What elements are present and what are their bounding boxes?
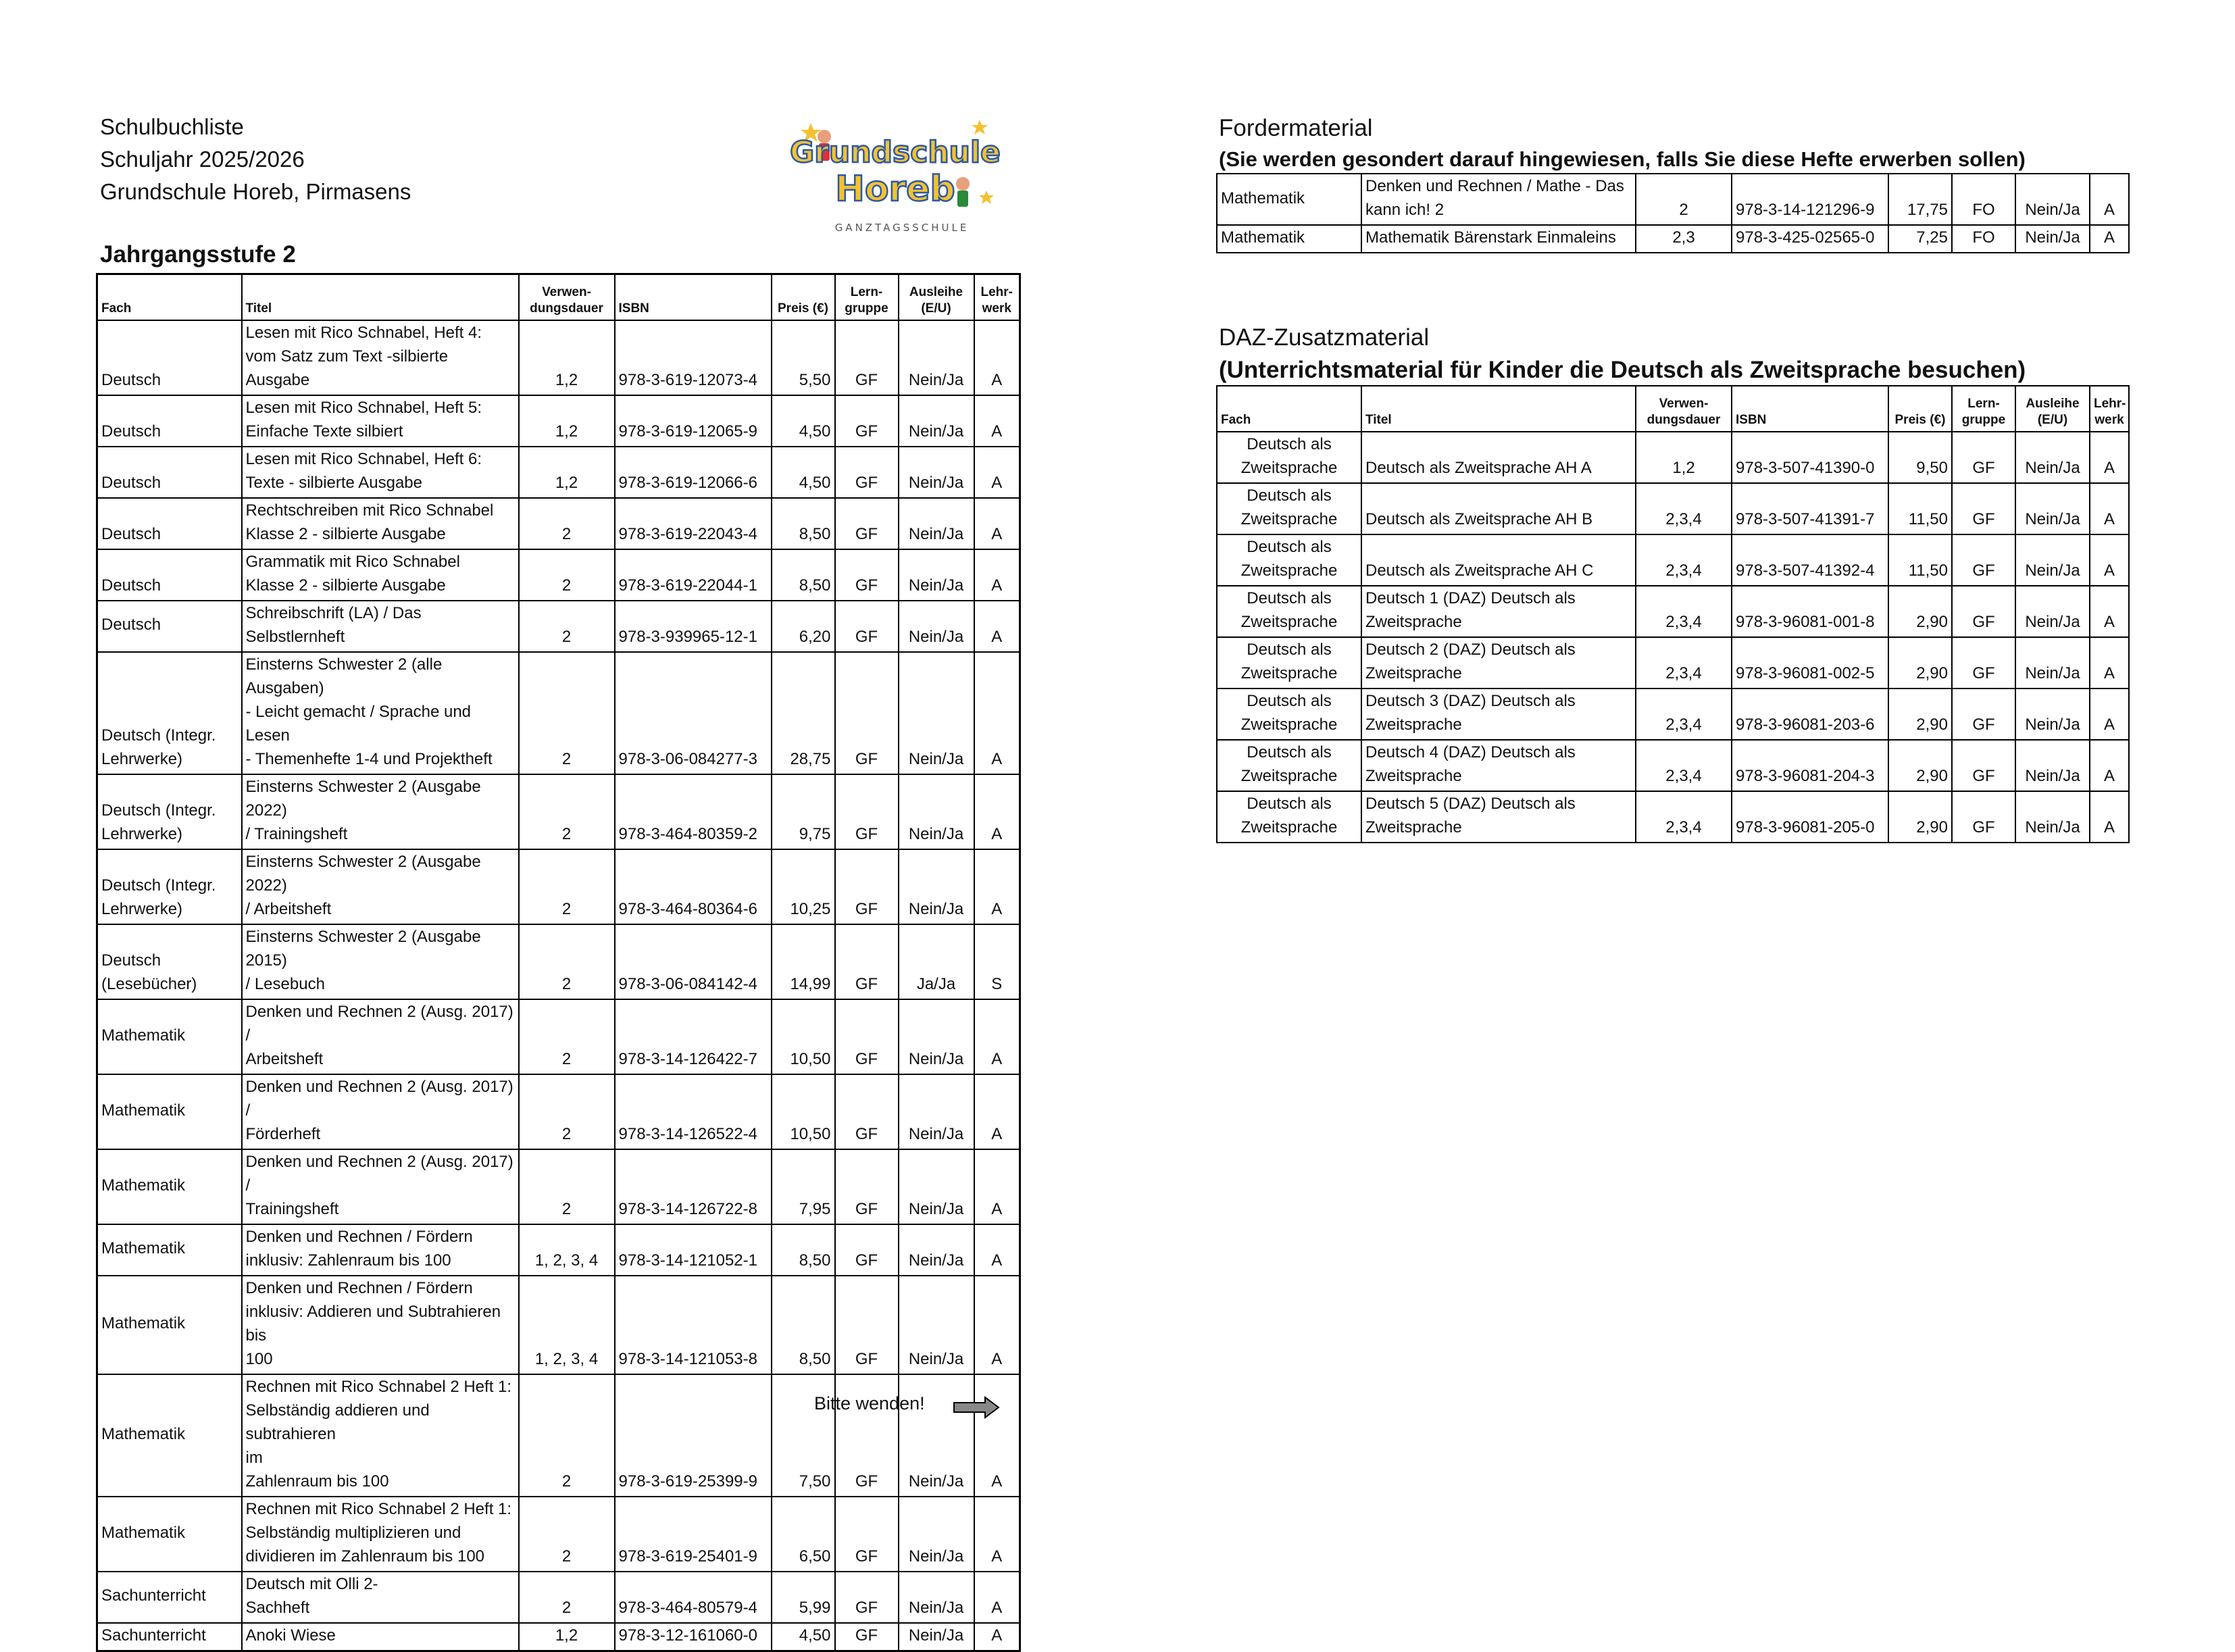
isbn-cell: 978-3-96081-001-8 — [1732, 586, 1888, 637]
group-cell: GF — [835, 999, 899, 1074]
duration-cell: 2,3,4 — [1636, 740, 1732, 791]
group-cell: GF — [835, 498, 899, 549]
work-cell: A — [974, 1074, 1020, 1149]
title-cell: Grammatik mit Rico Schnabel Klasse 2 - silbierte Ausgabe — [242, 549, 519, 601]
loan-cell: Nein/Ja — [2015, 637, 2090, 689]
loan-cell: Nein/Ja — [2015, 174, 2090, 225]
title-cell: Lesen mit Rico Schnabel, Heft 6: Texte - silbierte Ausgabe — [242, 447, 519, 498]
column-header: Lern- gruppe — [1952, 386, 2015, 432]
group-cell: GF — [1952, 534, 2015, 586]
document-header — [100, 111, 411, 208]
group-cell: GF — [1952, 483, 2015, 534]
table-row — [97, 999, 1020, 1074]
work-cell: A — [974, 1276, 1020, 1374]
title-cell: Deutsch als Zweitsprache AH C — [1361, 534, 1636, 586]
fach-cell: Deutsch als Zweitsprache — [1217, 483, 1361, 534]
fach-cell: Deutsch — [97, 498, 242, 549]
work-cell: A — [974, 498, 1020, 549]
loan-cell: Nein/Ja — [899, 1623, 974, 1651]
loan-cell: Nein/Ja — [2015, 586, 2090, 637]
group-cell: FO — [1952, 225, 2015, 253]
isbn-cell: 978-3-507-41390-0 — [1732, 432, 1888, 483]
table-row — [1217, 791, 2129, 843]
title-cell: Einsterns Schwester 2 (Ausgabe 2022) / Trainingsheft — [242, 774, 519, 849]
duration-cell: 1,2 — [1636, 432, 1732, 483]
isbn-cell: 978-3-14-121053-8 — [615, 1276, 772, 1374]
work-cell: A — [974, 1623, 1020, 1651]
turn-page-note: Bitte wenden! — [814, 1393, 925, 1413]
fach-cell: Deutsch als Zweitsprache — [1217, 689, 1361, 740]
group-cell: GF — [1952, 586, 2015, 637]
table-row — [97, 1572, 1020, 1623]
title-cell: Deutsch als Zweitsprache AH B — [1361, 483, 1636, 534]
grade-title: Jahrgangsstufe 2 — [100, 241, 296, 268]
loan-cell: Nein/Ja — [2015, 740, 2090, 791]
table-row — [97, 447, 1020, 498]
duration-cell: 2,3,4 — [1636, 791, 1732, 843]
duration-cell: 2 — [519, 774, 615, 849]
loan-cell: Nein/Ja — [2015, 483, 2090, 534]
isbn-cell: 978-3-14-121052-1 — [615, 1224, 772, 1276]
work-cell: A — [974, 1224, 1020, 1276]
arrow-right-icon — [953, 1396, 1000, 1419]
column-header: Lern- gruppe — [835, 274, 899, 320]
table-header-row — [1217, 386, 2129, 432]
work-cell: A — [2090, 174, 2129, 225]
column-header: Fach — [97, 274, 242, 320]
loan-cell: Nein/Ja — [899, 601, 974, 652]
title-cell: Lesen mit Rico Schnabel, Heft 4: vom Satz zum Text -silbierte Ausgabe — [242, 320, 519, 395]
daz-subtitle: (Unterrichtsmaterial für Kinder die Deutsch als Zweitsprache besuchen) — [1219, 357, 2026, 383]
fach-cell: Deutsch — [97, 549, 242, 601]
fach-cell: Deutsch — [97, 320, 242, 395]
loan-cell: Nein/Ja — [2015, 225, 2090, 253]
fach-cell: Deutsch (Integr. Lehrwerke) — [97, 849, 242, 924]
loan-cell: Nein/Ja — [2015, 432, 2090, 483]
title-cell: Denken und Rechnen 2 (Ausg. 2017) / Arbeitsheft — [242, 999, 519, 1074]
duration-cell: 2 — [519, 1497, 615, 1572]
group-cell: GF — [835, 774, 899, 849]
isbn-cell: 978-3-12-161060-0 — [615, 1623, 772, 1651]
price-cell: 5,99 — [772, 1572, 835, 1623]
table-row — [1217, 174, 2129, 225]
group-cell: GF — [835, 924, 899, 999]
fach-cell: Deutsch — [97, 601, 242, 652]
duration-cell: 2 — [519, 549, 615, 601]
fach-cell: Mathematik — [97, 1074, 242, 1149]
loan-cell: Nein/Ja — [2015, 534, 2090, 586]
duration-cell: 2 — [519, 652, 615, 774]
loan-cell: Nein/Ja — [2015, 689, 2090, 740]
price-cell: 17,75 — [1888, 174, 1952, 225]
price-cell: 7,50 — [772, 1374, 835, 1497]
group-cell: GF — [835, 1572, 899, 1623]
isbn-cell: 978-3-96081-203-6 — [1732, 689, 1888, 740]
isbn-cell: 978-3-425-02565-0 — [1732, 225, 1888, 253]
price-cell: 5,50 — [772, 320, 835, 395]
duration-cell: 2 — [519, 1074, 615, 1149]
group-cell: GF — [835, 1497, 899, 1572]
work-cell: A — [2090, 432, 2129, 483]
isbn-cell: 978-3-619-12066-6 — [615, 447, 772, 498]
work-cell: A — [2090, 483, 2129, 534]
column-header: Ausleihe (E/U) — [2015, 386, 2090, 432]
loan-cell: Nein/Ja — [899, 774, 974, 849]
fach-cell: Deutsch — [97, 447, 242, 498]
forder-table — [1216, 173, 2130, 253]
duration-cell: 2,3,4 — [1636, 483, 1732, 534]
duration-cell: 1, 2, 3, 4 — [519, 1224, 615, 1276]
table-row — [97, 1497, 1020, 1572]
school-year: Schuljahr 2025/2026 — [100, 147, 305, 172]
fach-cell: Sachunterricht — [97, 1623, 242, 1651]
group-cell: GF — [835, 652, 899, 774]
work-cell: A — [974, 395, 1020, 447]
price-cell: 9,75 — [772, 774, 835, 849]
group-cell: GF — [835, 1149, 899, 1224]
isbn-cell: 978-3-14-126722-8 — [615, 1149, 772, 1224]
loan-cell: Nein/Ja — [899, 999, 974, 1074]
daz-title: DAZ-Zusatzmaterial — [1219, 324, 1430, 351]
price-cell: 8,50 — [772, 1224, 835, 1276]
isbn-cell: 978-3-96081-205-0 — [1732, 791, 1888, 843]
fach-cell: Deutsch — [97, 395, 242, 447]
fach-cell: Mathematik — [97, 1224, 242, 1276]
isbn-cell: 978-3-507-41391-7 — [1732, 483, 1888, 534]
table-row — [1217, 534, 2129, 586]
fach-cell: Mathematik — [97, 1497, 242, 1572]
price-cell: 2,90 — [1888, 637, 1952, 689]
group-cell: GF — [835, 395, 899, 447]
table-row — [97, 1374, 1020, 1497]
table-row — [97, 395, 1020, 447]
table-row — [97, 320, 1020, 395]
work-cell: A — [974, 601, 1020, 652]
work-cell: A — [974, 1497, 1020, 1572]
table-row — [1217, 432, 2129, 483]
group-cell: GF — [835, 1074, 899, 1149]
title-cell: Einsterns Schwester 2 (Ausgabe 2015) / Lesebuch — [242, 924, 519, 999]
loan-cell: Nein/Ja — [899, 447, 974, 498]
title-cell: Deutsch 4 (DAZ) Deutsch als Zweitsprache — [1361, 740, 1636, 791]
group-cell: GF — [835, 320, 899, 395]
loan-cell: Nein/Ja — [899, 320, 974, 395]
logo-text-ganztagsschule: GANZTAGSSCHULE — [834, 222, 970, 234]
fach-cell: Mathematik — [1217, 174, 1361, 225]
table-row — [97, 1149, 1020, 1224]
isbn-cell: 978-3-14-121296-9 — [1732, 174, 1888, 225]
table-row — [97, 924, 1020, 999]
column-header: Fach — [1217, 386, 1361, 432]
group-cell: GF — [835, 1623, 899, 1651]
price-cell: 8,50 — [772, 498, 835, 549]
column-header: Verwen- dungsdauer — [1636, 386, 1732, 432]
isbn-cell: 978-3-619-12073-4 — [615, 320, 772, 395]
forder-subtitle: (Sie werden gesondert darauf hingewiesen, falls Sie diese Hefte erwerben sollen) — [1219, 147, 2026, 171]
fach-cell: Deutsch als Zweitsprache — [1217, 586, 1361, 637]
price-cell: 7,95 — [772, 1149, 835, 1224]
price-cell: 4,50 — [772, 1623, 835, 1651]
column-header: Preis (€) — [1888, 386, 1952, 432]
table-header-row — [97, 274, 1020, 320]
school-name: Grundschule Horeb, Pirmasens — [100, 179, 411, 204]
loan-cell: Nein/Ja — [899, 849, 974, 924]
loan-cell: Nein/Ja — [899, 549, 974, 601]
group-cell: FO — [1952, 174, 2015, 225]
isbn-cell: 978-3-939965-12-1 — [615, 601, 772, 652]
table-row — [97, 549, 1020, 601]
work-cell: A — [974, 320, 1020, 395]
column-header: ISBN — [1732, 386, 1888, 432]
daz-table — [1216, 385, 2130, 843]
table-row — [97, 849, 1020, 924]
forder-title: Fordermaterial — [1219, 115, 1373, 141]
duration-cell: 1, 2, 3, 4 — [519, 1276, 615, 1374]
title-cell: Deutsch mit Olli 2- Sachheft — [242, 1572, 519, 1623]
title-cell: Deutsch als Zweitsprache AH A — [1361, 432, 1636, 483]
work-cell: A — [974, 999, 1020, 1074]
duration-cell: 1,2 — [519, 395, 615, 447]
work-cell: A — [974, 1149, 1020, 1224]
column-header: ISBN — [615, 274, 772, 320]
group-cell: GF — [1952, 791, 2015, 843]
work-cell: A — [974, 1572, 1020, 1623]
main-book-table — [96, 273, 1021, 1652]
loan-cell: Nein/Ja — [899, 652, 974, 774]
price-cell: 6,50 — [772, 1497, 835, 1572]
isbn-cell: 978-3-619-22043-4 — [615, 498, 772, 549]
fach-cell: Mathematik — [97, 1374, 242, 1497]
list-title: Schulbuchliste — [100, 114, 244, 139]
table-row — [97, 652, 1020, 774]
loan-cell: Ja/Ja — [899, 924, 974, 999]
loan-cell: Nein/Ja — [899, 1224, 974, 1276]
fach-cell: Sachunterricht — [97, 1572, 242, 1623]
work-cell: A — [2090, 586, 2129, 637]
column-header: Lehr- werk — [974, 274, 1020, 320]
table-row — [1217, 225, 2129, 253]
column-header: Titel — [1361, 386, 1636, 432]
fach-cell: Deutsch als Zweitsprache — [1217, 534, 1361, 586]
duration-cell: 2,3,4 — [1636, 689, 1732, 740]
table-row — [1217, 740, 2129, 791]
fach-cell: Mathematik — [1217, 225, 1361, 253]
isbn-cell: 978-3-06-084142-4 — [615, 924, 772, 999]
table-row — [97, 1074, 1020, 1149]
fach-cell: Deutsch (Integr. Lehrwerke) — [97, 652, 242, 774]
title-cell: Deutsch 2 (DAZ) Deutsch als Zweitsprache — [1361, 637, 1636, 689]
work-cell: A — [974, 1374, 1020, 1497]
table-row — [1217, 637, 2129, 689]
duration-cell: 2 — [519, 498, 615, 549]
work-cell: A — [974, 849, 1020, 924]
work-cell: A — [2090, 740, 2129, 791]
isbn-cell: 978-3-06-084277-3 — [615, 652, 772, 774]
isbn-cell: 978-3-507-41392-4 — [1732, 534, 1888, 586]
fach-cell: Mathematik — [97, 1276, 242, 1374]
price-cell: 10,50 — [772, 999, 835, 1074]
title-cell: Rechnen mit Rico Schnabel 2 Heft 1: Selbständig multiplizieren und dividieren im Zahlenraum bis 100 — [242, 1497, 519, 1572]
title-cell: Denken und Rechnen 2 (Ausg. 2017) / Förderheft — [242, 1074, 519, 1149]
table-row — [97, 498, 1020, 549]
loan-cell: Nein/Ja — [899, 1374, 974, 1497]
column-header: Titel — [242, 274, 519, 320]
price-cell: 8,50 — [772, 549, 835, 601]
table-row — [97, 774, 1020, 849]
isbn-cell: 978-3-14-126422-7 — [615, 999, 772, 1074]
title-cell: Deutsch 5 (DAZ) Deutsch als Zweitsprache — [1361, 791, 1636, 843]
duration-cell: 2 — [519, 1149, 615, 1224]
isbn-cell: 978-3-619-25401-9 — [615, 1497, 772, 1572]
duration-cell: 1,2 — [519, 447, 615, 498]
duration-cell: 2,3,4 — [1636, 586, 1732, 637]
price-cell: 28,75 — [772, 652, 835, 774]
price-cell: 9,50 — [1888, 432, 1952, 483]
title-cell: Lesen mit Rico Schnabel, Heft 5: Einfache Texte silbiert — [242, 395, 519, 447]
loan-cell: Nein/Ja — [899, 1276, 974, 1374]
group-cell: GF — [835, 447, 899, 498]
group-cell: GF — [1952, 740, 2015, 791]
title-cell: Denken und Rechnen 2 (Ausg. 2017) / Trainingsheft — [242, 1149, 519, 1224]
work-cell: A — [974, 549, 1020, 601]
column-header: Lehr- werk — [2090, 386, 2129, 432]
duration-cell: 2,3,4 — [1636, 637, 1732, 689]
title-cell: Anoki Wiese — [242, 1623, 519, 1651]
title-cell: Rechtschreiben mit Rico Schnabel Klasse 2 - silbierte Ausgabe — [242, 498, 519, 549]
fach-cell: Deutsch als Zweitsprache — [1217, 740, 1361, 791]
duration-cell: 1,2 — [519, 1623, 615, 1651]
title-cell: Einsterns Schwester 2 (alle Ausgaben) - Leicht gemacht / Sprache und Lesen - Themenhefte 1-4 und Projektheft — [242, 652, 519, 774]
isbn-cell: 978-3-464-80364-6 — [615, 849, 772, 924]
title-cell: Deutsch 3 (DAZ) Deutsch als Zweitsprache — [1361, 689, 1636, 740]
group-cell: GF — [835, 1224, 899, 1276]
isbn-cell: 978-3-619-25399-9 — [615, 1374, 772, 1497]
duration-cell: 2,3,4 — [1636, 534, 1732, 586]
price-cell: 2,90 — [1888, 689, 1952, 740]
group-cell: GF — [835, 549, 899, 601]
group-cell: GF — [1952, 432, 2015, 483]
title-cell: Einsterns Schwester 2 (Ausgabe 2022) / Arbeitsheft — [242, 849, 519, 924]
price-cell: 11,50 — [1888, 483, 1952, 534]
logo-text-horeb: Horeb — [835, 169, 955, 209]
price-cell: 10,25 — [772, 849, 835, 924]
group-cell: GF — [835, 1276, 899, 1374]
school-logo — [784, 109, 1007, 245]
fach-cell: Deutsch als Zweitsprache — [1217, 432, 1361, 483]
loan-cell: Nein/Ja — [899, 498, 974, 549]
price-cell: 2,90 — [1888, 740, 1952, 791]
group-cell: GF — [835, 849, 899, 924]
work-cell: A — [2090, 791, 2129, 843]
title-cell: Rechnen mit Rico Schnabel 2 Heft 1: Selbständig addieren und subtrahieren im Zahlenraum bis 100 — [242, 1374, 519, 1497]
loan-cell: Nein/Ja — [899, 1572, 974, 1623]
price-cell: 10,50 — [772, 1074, 835, 1149]
table-row — [97, 1623, 1020, 1651]
isbn-cell: 978-3-14-126522-4 — [615, 1074, 772, 1149]
work-cell: A — [974, 652, 1020, 774]
isbn-cell: 978-3-464-80579-4 — [615, 1572, 772, 1623]
fach-cell: Deutsch (Lesebücher) — [97, 924, 242, 999]
column-header: Ausleihe (E/U) — [899, 274, 974, 320]
column-header: Preis (€) — [772, 274, 835, 320]
duration-cell: 2 — [519, 1374, 615, 1497]
title-cell: Denken und Rechnen / Mathe - Das kann ich! 2 — [1361, 174, 1636, 225]
fach-cell: Mathematik — [97, 999, 242, 1074]
table-row — [97, 1276, 1020, 1374]
group-cell: GF — [1952, 689, 2015, 740]
work-cell: A — [974, 447, 1020, 498]
price-cell: 6,20 — [772, 601, 835, 652]
duration-cell: 1,2 — [519, 320, 615, 395]
logo-text-grundschule: Grundschule — [790, 135, 1001, 170]
price-cell: 11,50 — [1888, 534, 1952, 586]
duration-cell: 2 — [519, 849, 615, 924]
table-row — [1217, 586, 2129, 637]
work-cell: A — [2090, 689, 2129, 740]
duration-cell: 2 — [519, 999, 615, 1074]
table-row — [1217, 689, 2129, 740]
duration-cell: 2 — [519, 924, 615, 999]
isbn-cell: 978-3-96081-002-5 — [1732, 637, 1888, 689]
group-cell: GF — [1952, 637, 2015, 689]
loan-cell: Nein/Ja — [2015, 791, 2090, 843]
duration-cell: 2,3 — [1636, 225, 1732, 253]
table-row — [97, 1224, 1020, 1276]
work-cell: A — [2090, 225, 2129, 253]
loan-cell: Nein/Ja — [899, 1149, 974, 1224]
loan-cell: Nein/Ja — [899, 1074, 974, 1149]
table-row — [97, 601, 1020, 652]
price-cell: 4,50 — [772, 447, 835, 498]
price-cell: 14,99 — [772, 924, 835, 999]
group-cell: GF — [835, 1374, 899, 1497]
isbn-cell: 978-3-619-12065-9 — [615, 395, 772, 447]
isbn-cell: 978-3-96081-204-3 — [1732, 740, 1888, 791]
duration-cell: 2 — [1636, 174, 1732, 225]
column-header: Verwen- dungsdauer — [519, 274, 615, 320]
title-cell: Denken und Rechnen / Fördern inklusiv: Addieren und Subtrahieren bis 100 — [242, 1276, 519, 1374]
isbn-cell: 978-3-619-22044-1 — [615, 549, 772, 601]
work-cell: A — [974, 774, 1020, 849]
isbn-cell: 978-3-464-80359-2 — [615, 774, 772, 849]
price-cell: 4,50 — [772, 395, 835, 447]
loan-cell: Nein/Ja — [899, 395, 974, 447]
title-cell: Mathematik Bärenstark Einmaleins — [1361, 225, 1636, 253]
work-cell: A — [2090, 637, 2129, 689]
price-cell: 2,90 — [1888, 791, 1952, 843]
price-cell: 8,50 — [772, 1276, 835, 1374]
table-row — [1217, 483, 2129, 534]
fach-cell: Deutsch (Integr. Lehrwerke) — [97, 774, 242, 849]
duration-cell: 2 — [519, 601, 615, 652]
title-cell: Denken und Rechnen / Fördern inklusiv: Zahlenraum bis 100 — [242, 1224, 519, 1276]
title-cell: Schreibschrift (LA) / Das Selbstlernheft — [242, 601, 519, 652]
work-cell: A — [2090, 534, 2129, 586]
fach-cell: Deutsch als Zweitsprache — [1217, 791, 1361, 843]
work-cell: S — [974, 924, 1020, 999]
price-cell: 2,90 — [1888, 586, 1952, 637]
group-cell: GF — [835, 601, 899, 652]
loan-cell: Nein/Ja — [899, 1497, 974, 1572]
duration-cell: 2 — [519, 1572, 615, 1623]
fach-cell: Mathematik — [97, 1149, 242, 1224]
fach-cell: Deutsch als Zweitsprache — [1217, 637, 1361, 689]
title-cell: Deutsch 1 (DAZ) Deutsch als Zweitsprache — [1361, 586, 1636, 637]
price-cell: 7,25 — [1888, 225, 1952, 253]
